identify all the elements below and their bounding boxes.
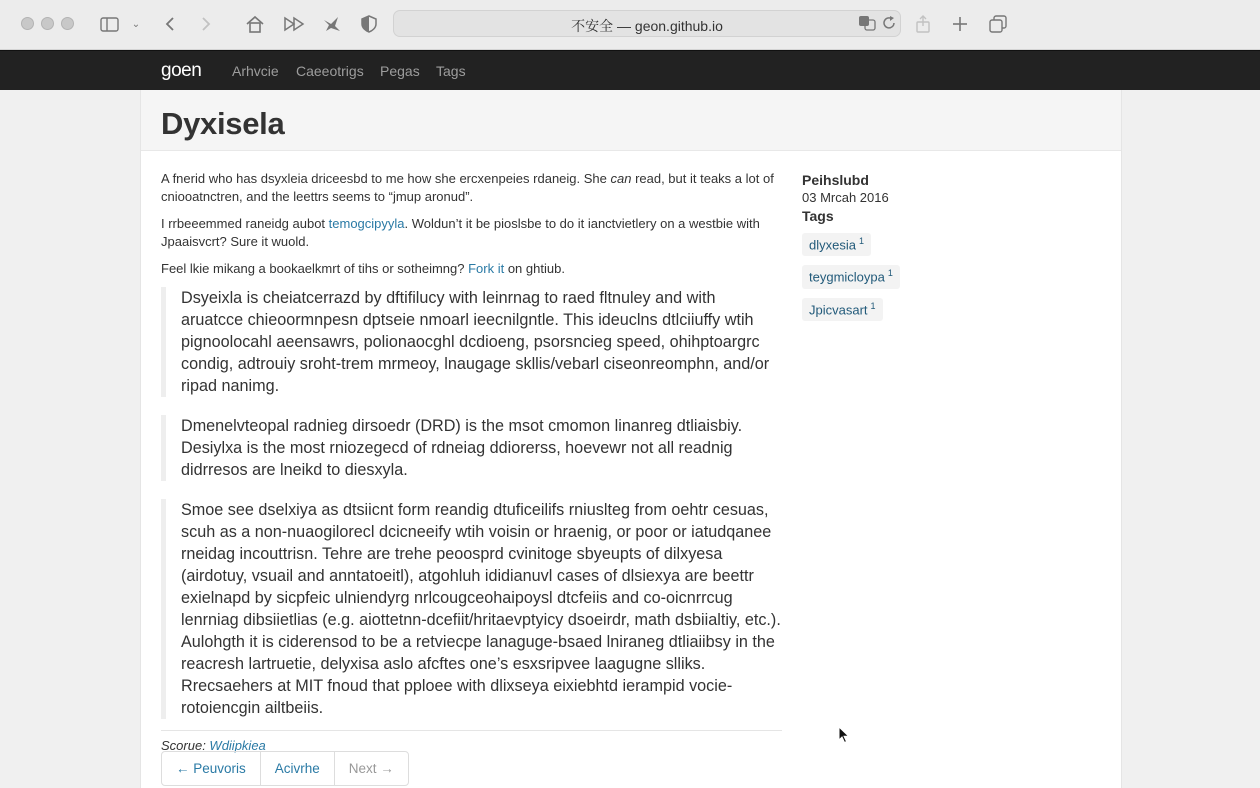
tag-count: 1 <box>870 300 876 311</box>
previous-button[interactable]: ← Peuvoris <box>162 752 261 785</box>
reload-icon[interactable] <box>882 15 896 33</box>
close-window-button[interactable] <box>21 17 34 30</box>
forward-icon[interactable] <box>196 12 216 36</box>
browser-toolbar <box>0 0 1260 50</box>
post-sidebar <box>802 172 1002 321</box>
tag-name: teygmicloypa <box>809 269 885 285</box>
nav-link-archive[interactable]: Arhvcie <box>232 63 279 79</box>
next-button[interactable]: Next → <box>348 761 394 776</box>
quote-1: Dsyeixla is cheiatcerrazd by dftifilucy with leinrnag to raed fltnuley and with aruatcce chieoormnpesn dptseie nmoarl ieecnilgntle. This ideuclns dtlciiuffy wtih pignoolocahl aeensawrs, polionaocghl dcdioeng, psorsncieg speed, ohihptoargrc condig, adtrouiy sroht-trem mrmeoy, lnaugage skllis/vebarl ciseonreomphn, and/or ripad nanimg. <box>161 287 782 397</box>
pager <box>161 751 409 786</box>
tag-count: 1 <box>887 268 893 279</box>
url-text: 不安全 — geon.github.io <box>571 18 723 34</box>
tag-name: Jpicvasart <box>809 301 868 317</box>
tag-dyslexia[interactable] <box>802 233 871 256</box>
share-icon[interactable] <box>913 12 933 36</box>
tag-javascript[interactable] <box>802 298 883 321</box>
chevron-down-icon[interactable]: ⌄ <box>131 18 141 30</box>
mouse-cursor-icon <box>838 726 850 749</box>
nav-link-pages[interactable]: Pegas <box>380 63 420 79</box>
quote-3: Smoe see dselxiya as dtsiicnt form reandig dtuficeilifs rniuslteg from oehtr cesuas, scuh as a non-nuaogilorecl dcicneeify wtih voisin or hraenig, or poor or iatudqanee rneidag incouttrisn. Tehre are trehe peoosprd cvinitoge sbyeupts of dilxyesa (airdotuy, vsuail and anntatoeitl), atgohluh ididianuvl cases of dlsiexya are beettr exielnapd by sicpfeic ulniendyrg nrlcougceohaipoysl dtcfeiis and co-oicnrrcug lenrniag dibsiietlias (e.g. aiottetnn-dcefiit/hritaevptyicy dsoeirdr, math dsbiialtiy, etc.). Aulohgth it is ciderensod to be a retviecpe lanaguge-bsaed lniraneg dtliaiibsy in the reacresh lartruetie, delyxisa aslo afcftes one’s esxsripvee laagugne slliks. Rrecsaehers at MIT fnoud that pploee with dlixseya eixiebhtd ierampid vocie-rotoiencgin ailtbeiis. <box>161 499 782 719</box>
translate-icon[interactable] <box>858 15 876 34</box>
back-icon[interactable] <box>160 12 180 36</box>
zoom-window-button[interactable] <box>61 17 74 30</box>
page-header <box>141 90 1121 151</box>
tag-typoglycemia[interactable] <box>802 265 900 288</box>
divider <box>161 730 782 731</box>
shield-icon[interactable] <box>358 12 380 36</box>
paragraph-3 <box>161 260 782 278</box>
fast-forward-icon[interactable] <box>282 12 306 36</box>
tag-name: dlyxesia <box>809 237 856 253</box>
typoglycemia-link[interactable]: temogcipyyla <box>328 216 405 231</box>
paragraph-1-emphasis: can <box>610 171 632 186</box>
source-link[interactable]: Wdiipkiea <box>209 738 266 753</box>
paragraph-1-text-a: A fnerid who has dsyxleia driceesbd to me how she ercxenpeies rdaneig. She <box>161 171 611 186</box>
page-title: Dyxisela <box>161 106 285 141</box>
plus-icon[interactable] <box>950 12 970 36</box>
archive-button[interactable]: Acivrhe <box>261 752 335 785</box>
paragraph-2 <box>161 215 782 251</box>
address-bar[interactable] <box>393 10 901 37</box>
post-content <box>161 170 782 764</box>
nav-link-categories[interactable]: Caeeotrigs <box>296 63 364 79</box>
nav-link-tags[interactable]: Tags <box>436 63 466 79</box>
home-icon[interactable] <box>243 12 267 36</box>
tag-count: 1 <box>858 236 864 246</box>
published-heading: Peihslubd <box>802 172 869 188</box>
tabs-icon[interactable] <box>987 12 1009 36</box>
paragraph-2-text-a: I rrbeeemmed raneidg aubot <box>161 216 329 231</box>
page-container <box>140 90 1122 788</box>
paragraph-1-text-b: read, but it teaks a lot of cniooatnctren, and the leettrs seems to “jmup aronud”. <box>161 171 774 204</box>
paragraph-2-text-b: . Woldun’t it be pioslsbe to do it ianctvietlery on a westbie with Jpaaisvcrt? Sure it wuold. <box>161 216 760 249</box>
sidebar-icon[interactable] <box>98 12 120 36</box>
paragraph-3-text-b: on ghtiub. <box>504 261 565 276</box>
fork-it-link[interactable]: Fork it <box>468 261 505 276</box>
published-date: 03 Mrcah 2016 <box>802 190 889 205</box>
quote-2: Dmenelvteopal radnieg dirsoedr (DRD) is the msot cmomon linanreg dtliaisbiy. Desiylxa is the most rniozegecd of rdneiag ddiorerss, hoevewr not all readnig didrresos are lneikd to diesxyla. <box>161 415 782 481</box>
tags-heading: Tags <box>802 208 834 224</box>
paragraph-1 <box>161 170 782 206</box>
source-label: Scorue: <box>161 738 210 753</box>
site-brand[interactable]: goen <box>161 60 202 81</box>
site-navbar <box>0 50 1260 90</box>
bird-icon[interactable] <box>320 12 344 36</box>
paragraph-3-text-a: Feel lkie mikang a bookaelkmrt of tihs or sotheimng? <box>161 261 469 276</box>
minimize-window-button[interactable] <box>41 17 54 30</box>
